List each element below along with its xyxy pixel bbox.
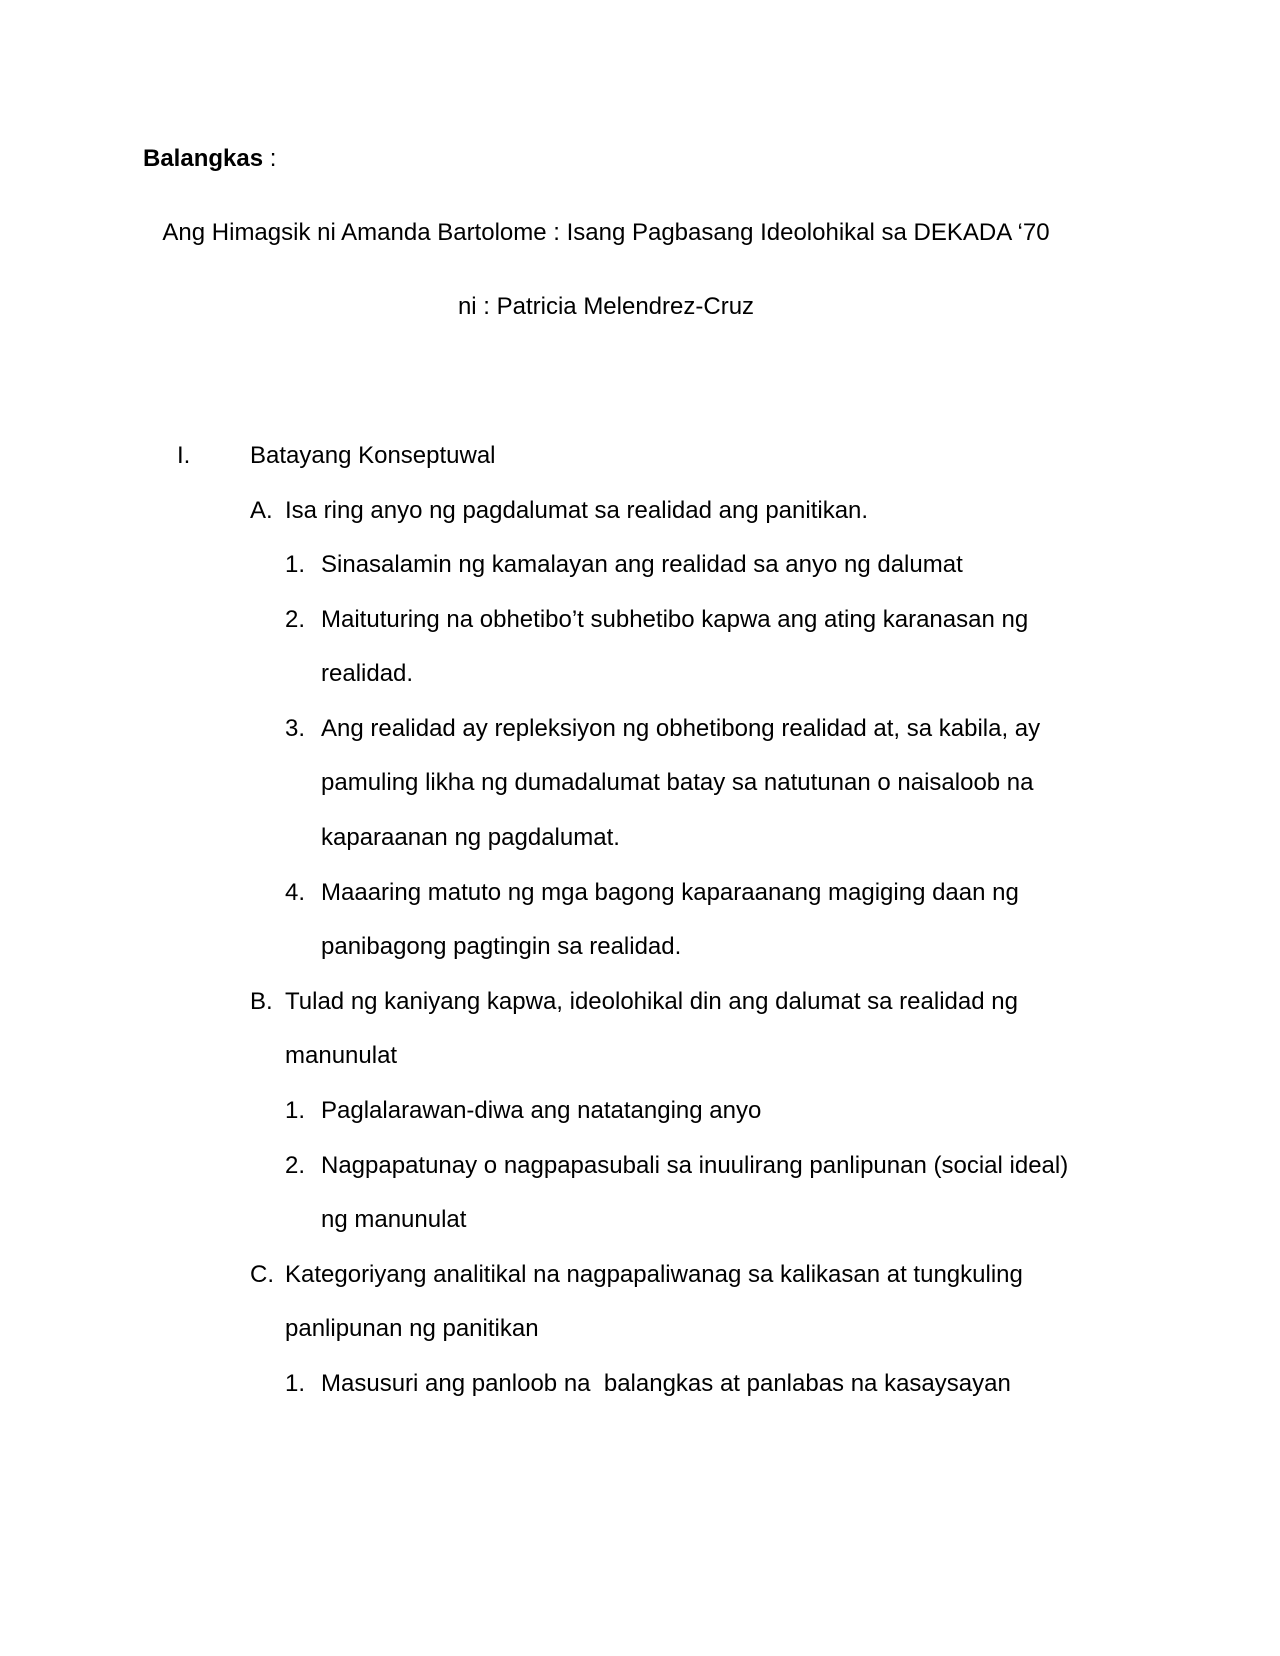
item-a4-line: panibagong pagtingin sa realidad. bbox=[321, 933, 682, 960]
document-author: ni : Patricia Melendrez-Cruz bbox=[457, 293, 755, 320]
item-b-line: manunulat bbox=[285, 1042, 398, 1069]
item-a1-line: Sinasalamin ng kamalayan ang realidad sa anyo ng dalumat bbox=[321, 551, 963, 578]
heading-colon: : bbox=[263, 145, 277, 172]
heading-label: Balangkas bbox=[143, 145, 264, 172]
item-b1-line: Paglalarawan-diwa ang natatanging anyo bbox=[321, 1097, 762, 1124]
item-a4-marker: 4. bbox=[285, 879, 306, 906]
item-a4-line: Maaaring matuto ng mga bagong kaparaanang magiging daan ng bbox=[321, 879, 1019, 906]
item-b2-marker: 2. bbox=[285, 1152, 306, 1179]
item-a3-line: pamuling likha ng dumadalumat batay sa natutunan o naisaloob na bbox=[321, 769, 1034, 796]
item-a-marker: A. bbox=[250, 497, 273, 524]
item-c1-marker: 1. bbox=[285, 1370, 306, 1397]
item-a2-line: Maituturing na obhetibo’t subhetibo kapwa ang ating karanasan ng bbox=[321, 606, 1029, 633]
item-a-line: Isa ring anyo ng pagdalumat sa realidad ang panitikan. bbox=[285, 497, 869, 524]
item-c-marker: C. bbox=[250, 1261, 274, 1288]
item-a2-marker: 2. bbox=[285, 606, 306, 633]
item-c-line: panlipunan ng panitikan bbox=[285, 1315, 539, 1342]
item-b2-line: ng manunulat bbox=[321, 1206, 467, 1233]
item-b2-line: Nagpapatunay o nagpapasubali sa inuulirang panlipunan (social ideal) bbox=[321, 1152, 1069, 1179]
outline-heading bbox=[143, 147, 276, 171]
item-a2-line: realidad. bbox=[321, 660, 414, 687]
item-c-line: Kategoriyang analitikal na nagpapaliwanag sa kalikasan at tungkuling bbox=[285, 1261, 1023, 1288]
section-i-marker: I. bbox=[177, 442, 191, 469]
item-b-marker: B. bbox=[250, 988, 273, 1015]
item-a3-line: kaparaanan ng pagdalumat. bbox=[321, 824, 620, 851]
item-a3-marker: 3. bbox=[285, 715, 306, 742]
document-title: Ang Himagsik ni Amanda Bartolome : Isang Pagbasang Ideolohikal sa DEKADA ‘70 bbox=[162, 219, 1050, 246]
item-a3-line: Ang realidad ay repleksiyon ng obhetibong realidad at, sa kabila, ay bbox=[321, 715, 1041, 742]
item-a1-marker: 1. bbox=[285, 551, 306, 578]
section-i-title: Batayang Konseptuwal bbox=[250, 442, 496, 469]
item-b-line: Tulad ng kaniyang kapwa, ideolohikal din ang dalumat sa realidad ng bbox=[285, 988, 1018, 1015]
item-b1-marker: 1. bbox=[285, 1097, 306, 1124]
item-c1-line: Masusuri ang panloob na balangkas at panlabas na kasaysayan bbox=[321, 1370, 1011, 1397]
